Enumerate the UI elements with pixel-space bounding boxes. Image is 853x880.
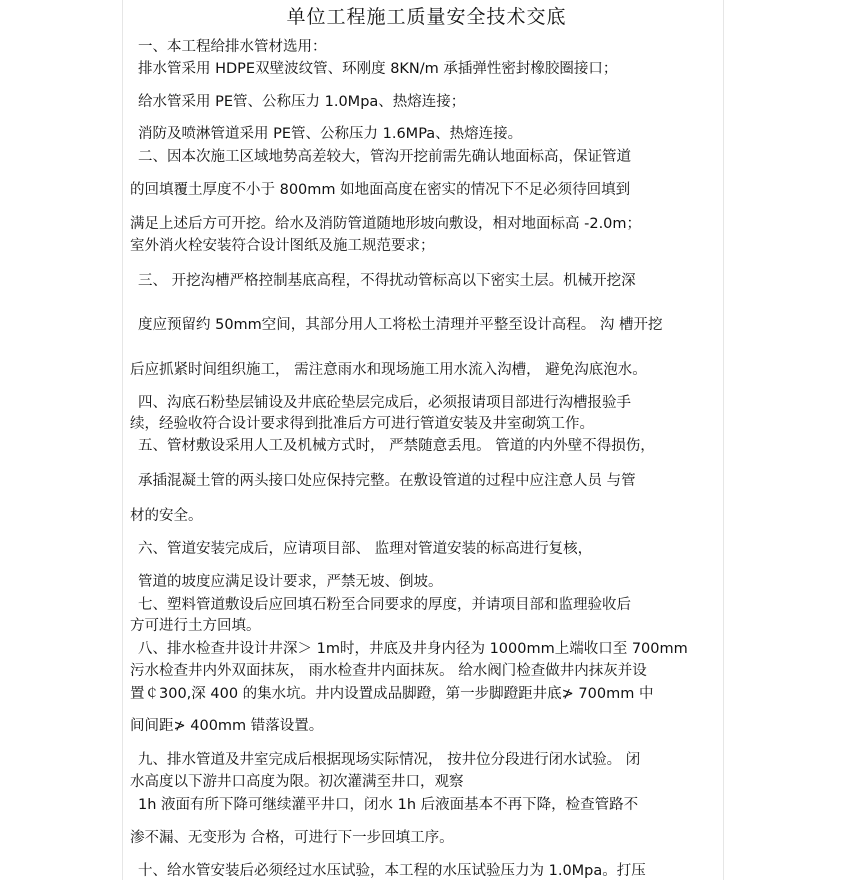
text-line: 间间距≯ 400mm 错落设置。 [130,718,324,734]
text-line: 室外消火栓安装符合设计图纸及施工规范要求； [130,238,435,254]
text-line: 给水管采用 PE管、公称压力 1.0Mpa、热熔连接； [138,94,466,110]
text-line: 满足上述后方可开挖。给水及消防管道随地形坡向敷设，相对地面标高 -2.0m； [130,216,642,232]
text-line: 九、排水管道及井室完成后根据现场实际情况， 按井位分段进行闭水试验。 闭 [138,752,641,768]
text-line: 管道的坡度应满足设计要求，严禁无坡、倒坡。 [138,574,443,590]
document-title: 单位工程施工质量安全技术交底 [286,6,567,28]
text-line: 置￠300,深 400 的集水坑。井内设置成品脚蹬，第一步脚蹬距井底≯ 700mm 中 [130,686,654,702]
text-line: 八、排水检查井设计井深＞ 1m时，井底及井身内径为 1000mm上端收口至 700mm [138,641,688,657]
text-line: 方可进行土方回填。 [130,618,261,634]
text-line: 四、沟底石粉垫层铺设及井底砼垫层完成后，必须报请项目部进行沟槽报验手 [138,395,631,411]
text-line: 排水管采用 HDPE双壁波纹管、环刚度 8KN/m 承插弹性密封橡胶圈接口； [138,61,618,77]
text-line: 承插混凝土管的两头接口处应保持完整。在敷设管道的过程中应注意人员 与管 [138,473,636,489]
text-line: 一、本工程给排水管材选用： [138,39,327,55]
text-line: 消防及喷淋管道采用 PE管、公称压力 1.6MPa、热熔连接。 [138,126,523,142]
text-line: 水高度以下游井口高度为限。初次灌满至井口，观察 [130,774,464,790]
text-line: 五、管材敷设采用人工及机械方式时， 严禁随意丢甩。 管道的内外壁不得损伤， [138,438,655,454]
text-line: 污水检查井内外双面抹灰， 雨水检查井内面抹灰。 给水阀门检查做井内抹灰并设 [130,663,647,679]
text-line: 后应抓紧时间组织施工， 需注意雨水和现场施工用水流入沟槽， 避免沟底泡水。 [130,362,647,378]
text-line: 渗不漏、无变形为 合格，可进行下一步回填工序。 [130,830,454,846]
text-line: 度应预留约 50mm空间，其部分用人工将松土清理并平整至设计高程。 沟 槽开挖 [138,317,663,333]
text-line: 的回填覆土厚度不小于 800mm 如地面高度在密实的情况下不足必须待回填到 [130,182,631,198]
text-line: 续，经验收符合设计要求得到批准后方可进行管道安装及井室砌筑工作。 [130,416,594,432]
text-line: 三、 开挖沟槽严格控制基底高程，不得扰动管标高以下密实土层。机械开挖深 [138,273,636,289]
text-line: 七、塑料管道敷设后应回填石粉至合同要求的厚度，并请项目部和监理验收后 [138,597,631,613]
text-line: 六、管道安装完成后，应请项目部、 监理对管道安装的标高进行复核， [138,541,593,557]
text-line: 1h 液面有所下降可继续灌平井口，闭水 1h 后液面基本不再下降，检查管路不 [138,797,639,813]
text-line: 十、给水管安装后必须经过水压试验，本工程的水压试验压力为 1.0Mpa。打压 [138,863,646,879]
text-line: 二、因本次施工区域地势高差较大，管沟开挖前需先确认地面标高，保证管道 [138,149,631,165]
text-line: 材的安全。 [130,508,203,524]
